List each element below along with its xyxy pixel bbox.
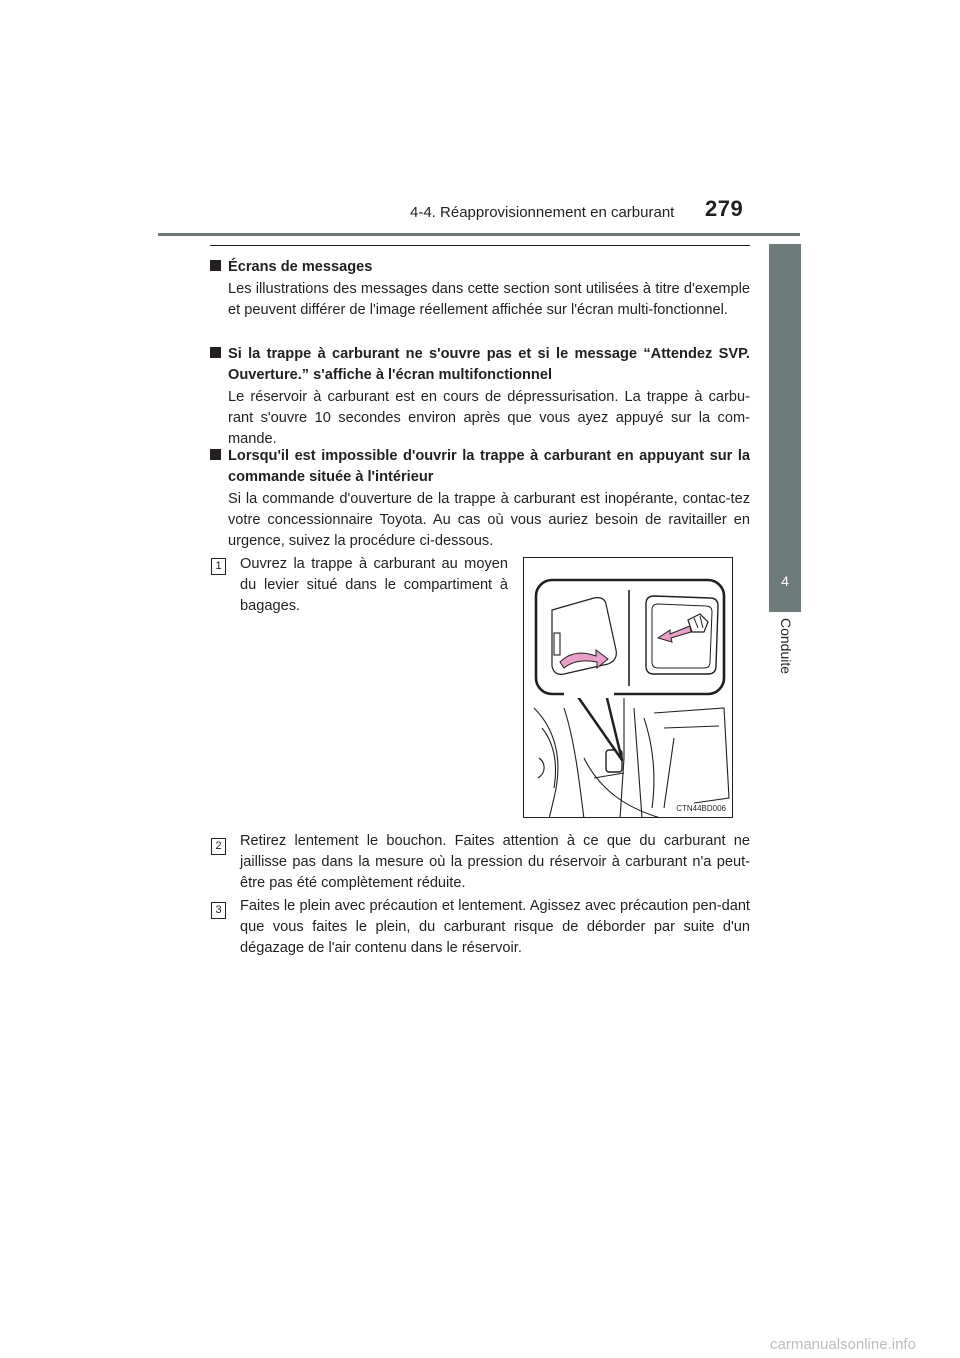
chapter-side-tab xyxy=(769,244,801,612)
section-manual-opening xyxy=(210,446,750,552)
section-heading-text: Si la trappe à carburant ne s'ouvre pas et si le message “Attendez SVP. Ouverture.” s'affiche à l'écran multifonctionnel xyxy=(228,346,750,383)
section-message-screens xyxy=(210,257,750,321)
header-rule xyxy=(158,233,800,236)
section-heading xyxy=(210,344,750,386)
page-number: 279 xyxy=(705,196,744,221)
section-heading xyxy=(210,446,750,488)
side-tab-number: 4 xyxy=(781,573,789,589)
square-bullet-icon xyxy=(210,347,221,358)
section-body: Si la commande d'ouverture de la trappe à carburant est inopérante, contac-tez votre concessionnaire Toyota. Au cas où vous auriez besoin de ravitailler en urgence, suivez la procédure ci-dessous. xyxy=(228,491,750,549)
figure-code: CTN44BD006 xyxy=(676,804,726,813)
section-door-not-opening xyxy=(210,344,750,450)
step-text: Ouvrez la trappe à carburant au moyen du levier situé dans le compartiment à bagages. xyxy=(240,556,508,614)
section-body: Le réservoir à carburant est en cours de dépressurisation. La trappe à carbu-rant s'ouvre 10 secondes environ après que vous ayez appuyé sur la com-mande. xyxy=(228,389,750,447)
side-tab-label: Conduite xyxy=(778,617,794,675)
step-text: Retirez lentement le bouchon. Faites attention à ce que du carburant ne jaillisse pas dans la mesure où la pression du réservoir à carburant n'a peut-être pas été complètement réduite. xyxy=(240,833,750,891)
step-number-badge: 2 xyxy=(211,838,226,855)
luggage-compartment-drawing xyxy=(524,558,733,818)
section-heading-text: Écrans de messages xyxy=(228,259,373,275)
step-number-badge: 1 xyxy=(211,558,226,575)
section-heading-text: Lorsqu'il est impossible d'ouvrir la trappe à carburant en appuyant sur la commande située à l'intérieur xyxy=(228,448,750,485)
fuel-door-lever-illustration xyxy=(523,557,733,818)
section-body: Les illustrations des messages dans cette section sont utilisées à titre d'exemple et peuvent différer de l'image réellement affichée sur l'écran multi-fonctionnel. xyxy=(228,281,750,318)
square-bullet-icon xyxy=(210,260,221,271)
chapter-title: 4-4. Réapprovisionnement en carburant xyxy=(410,204,675,221)
step-text: Faites le plein avec précaution et lentement. Agissez avec précaution pen-dant que vous faites le plein, du carburant risque de déborder par suite d'un dégazage de l'air contenu dans le réservoir. xyxy=(240,898,750,956)
square-bullet-icon xyxy=(210,449,221,460)
step-number-badge: 3 xyxy=(211,902,226,919)
content-rule xyxy=(210,245,750,246)
watermark: carmanualsonline.info xyxy=(770,1336,916,1353)
section-heading xyxy=(210,257,750,278)
